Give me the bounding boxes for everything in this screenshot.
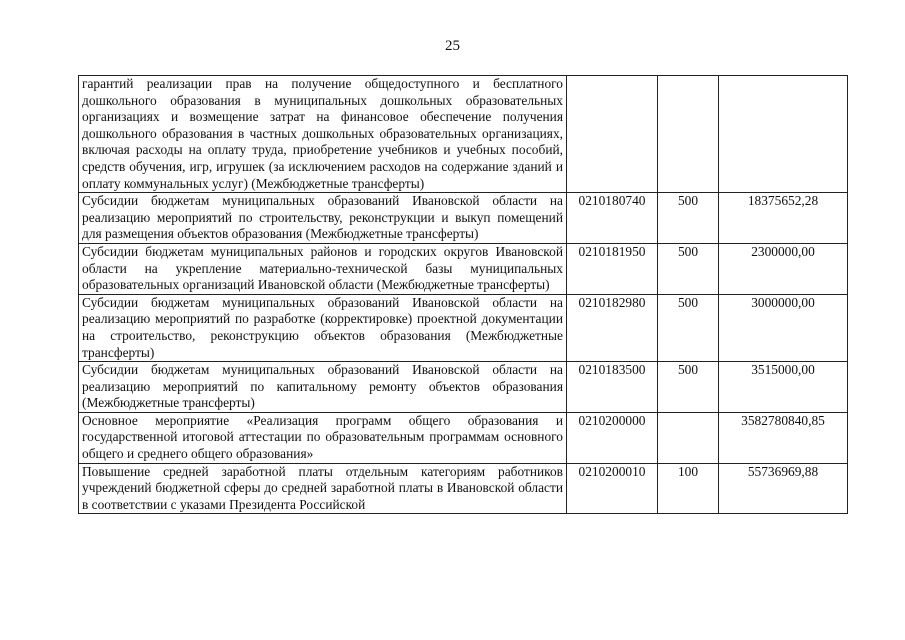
row-description: гарантий реализации прав на получение общедоступного и бесплатного дошкольного образования в муниципальных дошкольных образовательных организациях и возмещение затрат на финансовое обеспечение получения дошкольного образования в частных дошкольных образовательных организациях, включая расходы на оплату труда, приобретение учебников и учебных пособий, средств обучения, игр, игрушек (за исключением расходов на содержание зданий и оплату коммунальных услуг) (Межбюджетные трансферты) xyxy=(79,76,567,193)
row-description: Основное мероприятие «Реализация программ общего образования и государственной итоговой аттестации по образовательным программам основного общего и среднего общего образования» xyxy=(79,412,567,463)
row-amount: 18375652,28 xyxy=(719,193,848,244)
row-target-code: 0210183500 xyxy=(567,362,658,413)
table-row xyxy=(79,412,848,463)
row-description: Субсидии бюджетам муниципальных образований Ивановской области на реализацию мероприятий по строительству, реконструкции и выкуп помещений для размещения объектов образования (Межбюджетные трансферты) xyxy=(79,193,567,244)
row-description: Субсидии бюджетам муниципальных образований Ивановской области на реализацию мероприятий по капитальному ремонту объектов образования (Межбюджетные трансферты) xyxy=(79,362,567,413)
row-expense-type: 500 xyxy=(658,193,719,244)
row-description: Повышение средней заработной платы отдельным категориям работников учреждений бюджетной сферы до средней заработной платы в Ивановской области в соответствии с указами Президента Российской xyxy=(79,463,567,514)
table-row xyxy=(79,76,848,193)
row-expense-type xyxy=(658,412,719,463)
table-row xyxy=(79,463,848,514)
table-row xyxy=(79,294,848,361)
row-target-code: 0210181950 xyxy=(567,243,658,294)
row-amount xyxy=(719,76,848,193)
row-description: Субсидии бюджетам муниципальных районов и городских округов Ивановской области на укрепление материально-технической базы муниципальных образовательных организаций Ивановской области (Межбюджетные трансферты) xyxy=(79,243,567,294)
row-amount: 2300000,00 xyxy=(719,243,848,294)
row-expense-type xyxy=(658,76,719,193)
row-target-code: 0210200010 xyxy=(567,463,658,514)
row-amount: 3000000,00 xyxy=(719,294,848,361)
table-row xyxy=(79,362,848,413)
row-expense-type: 100 xyxy=(658,463,719,514)
row-amount: 3582780840,85 xyxy=(719,412,848,463)
row-target-code: 0210180740 xyxy=(567,193,658,244)
table-row xyxy=(79,243,848,294)
row-target-code: 0210200000 xyxy=(567,412,658,463)
budget-table-body xyxy=(79,76,848,514)
row-description: Субсидии бюджетам муниципальных образований Ивановской области на реализацию мероприятий по разработке (корректировке) проектной документации на строительство, реконструкцию объектов образования (Межбюджетные трансферты) xyxy=(79,294,567,361)
table-row xyxy=(79,193,848,244)
page-number: 25 xyxy=(445,38,460,54)
row-target-code: 0210182980 xyxy=(567,294,658,361)
row-expense-type: 500 xyxy=(658,243,719,294)
row-target-code xyxy=(567,76,658,193)
row-amount: 55736969,88 xyxy=(719,463,848,514)
row-expense-type: 500 xyxy=(658,294,719,361)
row-expense-type: 500 xyxy=(658,362,719,413)
row-amount: 3515000,00 xyxy=(719,362,848,413)
budget-table xyxy=(78,75,848,514)
